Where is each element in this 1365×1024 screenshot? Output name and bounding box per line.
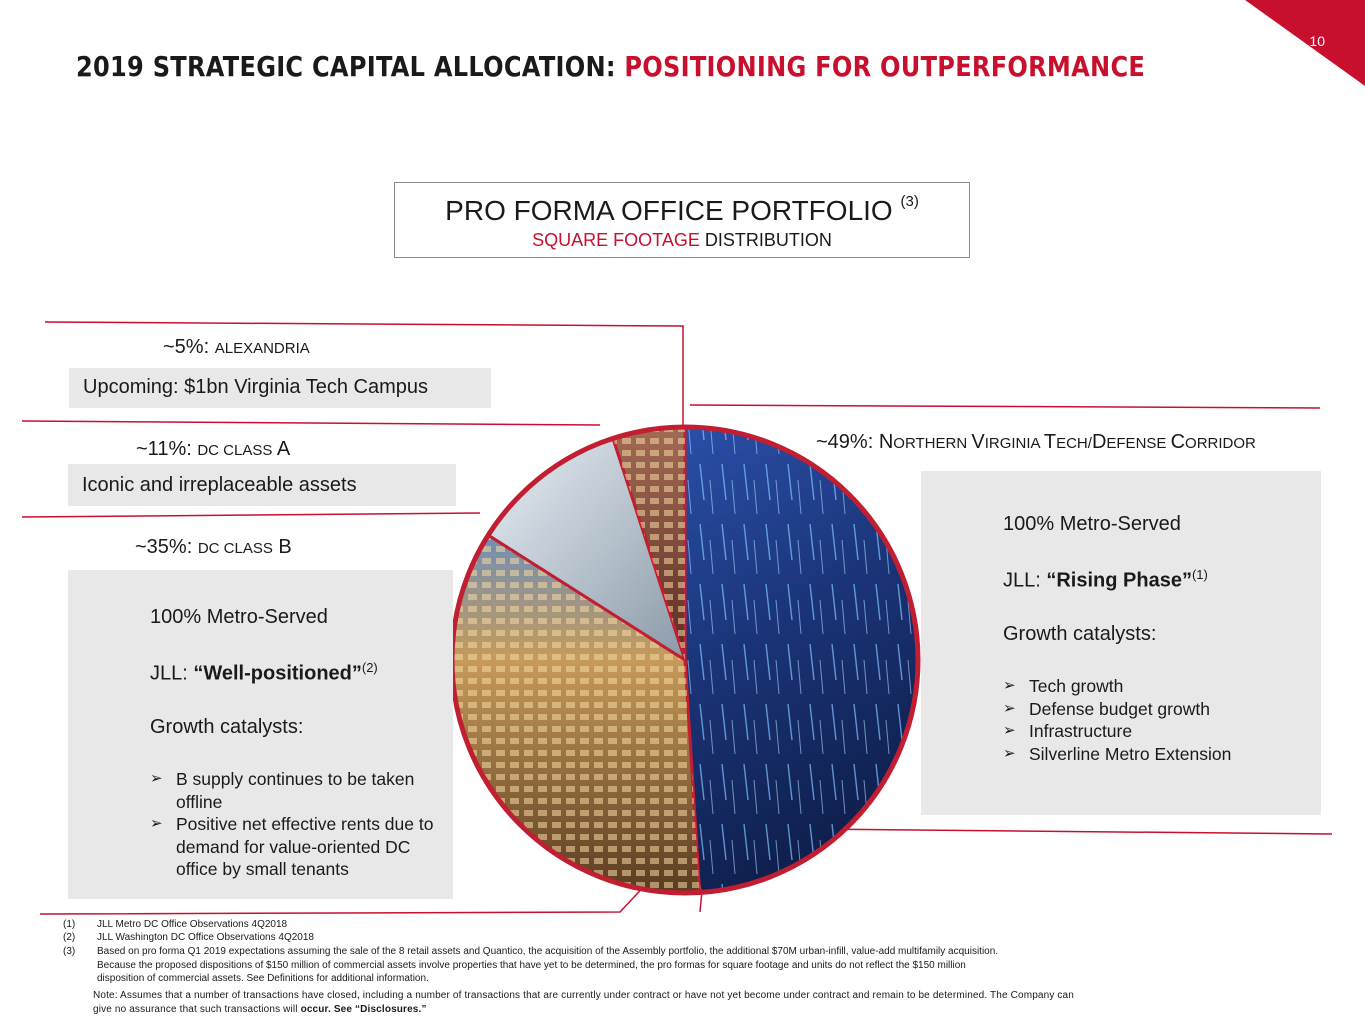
footnote: [63, 919, 287, 930]
dc-b-name-sc: DC CLASS: [197, 540, 273, 557]
dc-b-name-tail: B: [272, 536, 292, 558]
disclaimer-plain: give no assurance that such transactions will: [93, 1004, 301, 1015]
footnote: [63, 973, 429, 984]
footnote: [63, 946, 998, 957]
alexandria-pct: ~5%:: [163, 336, 210, 358]
pie-chart: [452, 400, 932, 900]
list-item: [1003, 675, 1313, 698]
label-alexandria: [163, 336, 310, 359]
dc-b-metro: 100% Metro-Served: [150, 606, 328, 628]
chart-title-text: PRO FORMA OFFICE PORTFOLIO: [445, 195, 893, 226]
disclaimer-bold: occur. See “Disclosures.”: [300, 1004, 427, 1015]
bullet-text: Infrastructure: [1029, 721, 1133, 742]
disclaimer-line-1: Note: Assumes that a number of transactions have closed, including a number of transactions that are currently under contract or have not yet become under contract and remain to be determined. The Company can: [93, 990, 1074, 1001]
footnote-text: disposition of commercial assets. See Definitions for additional information.: [97, 973, 429, 984]
connector-dc-b: [22, 513, 480, 517]
nova-name-sc: ORRIDOR: [1185, 435, 1256, 452]
nova-name-cap: C: [1170, 431, 1186, 453]
chart-subtitle-accent: SQUARE FOOTAGE: [532, 230, 700, 250]
title-main: 2019 STRATEGIC CAPITAL ALLOCATION:: [76, 50, 625, 83]
nova-panel: [921, 471, 1321, 815]
nova-catalysts: Growth catalysts:: [1003, 623, 1157, 645]
arrow-bullet-icon: ➢: [150, 770, 163, 787]
list-item: [1003, 743, 1313, 766]
list-item: [150, 813, 440, 881]
arrow-bullet-icon: ➢: [1003, 677, 1016, 694]
dc-b-jll-prefix: JLL:: [150, 662, 194, 685]
footnote-text: Based on pro forma Q1 2019 expectations assuming the sale of the 8 retail assets and Quantico, the acquisition of the Assembly portfolio, the additional $70M urban-infill, value-add multifamily acquisition.: [97, 946, 999, 957]
dc-a-name-sc: DC CLASS: [197, 442, 273, 459]
dc-b-jll-sup: (2): [361, 660, 378, 675]
list-item: [150, 768, 440, 813]
footnote-text: Because the proposed dispositions of $150 million of commercial assets involve properties that have yet to be determined, the pro formas for square footage and units do not reflect the $150 million: [97, 960, 966, 971]
nova-name-cap: T: [1043, 431, 1057, 453]
arrow-bullet-icon: ➢: [1003, 744, 1016, 762]
nova-jll-value: “Rising Phase”: [1046, 569, 1192, 592]
footnote: [63, 960, 966, 971]
nova-jll-prefix: JLL:: [1003, 569, 1047, 592]
dc-b-panel: [68, 570, 453, 899]
slice-northern-virginia-texture: [685, 427, 917, 893]
nova-pct: ~49%:: [816, 431, 874, 453]
dc-a-note: Iconic and irreplaceable assets: [68, 464, 456, 506]
arrow-bullet-icon: ➢: [1003, 699, 1016, 717]
dc-a-pct: ~11%:: [136, 438, 192, 460]
dc-b-catalysts: Growth catalysts:: [150, 716, 304, 738]
chart-subtitle-rest: DISTRIBUTION: [699, 230, 832, 250]
disclaimer-line-2: [93, 1004, 427, 1015]
alexandria-note: Upcoming: $1bn Virginia Tech Campus: [69, 368, 491, 408]
title-accent: POSITIONING FOR OUTPERFORMANCE: [624, 50, 1146, 83]
label-nova: [816, 431, 1256, 454]
footnote-text: JLL Metro DC Office Observations 4Q2018: [97, 919, 288, 930]
dc-b-jll-value: “Well-positioned”: [193, 662, 362, 685]
nova-jll-sup: (1): [1191, 567, 1208, 582]
nova-name-sc: IRGINIA: [984, 435, 1044, 452]
nova-name-cap: V: [971, 431, 985, 453]
bullet-text: Silverline Metro Extension: [1029, 743, 1232, 764]
chart-title-sup: (3): [900, 193, 919, 210]
nova-name-sc: ECH/: [1056, 435, 1092, 452]
footnote-num: (2): [63, 932, 76, 943]
bullet-text: Tech growth: [1029, 676, 1124, 696]
dc-b-pct: ~35%:: [135, 536, 193, 558]
nova-bullets: [1003, 675, 1313, 765]
label-dc-a: [136, 438, 290, 461]
label-dc-b: [135, 536, 292, 559]
nova-name-cap: D: [1091, 431, 1107, 453]
list-item: [1003, 720, 1313, 743]
list-item: [1003, 698, 1313, 721]
arrow-bullet-icon: ➢: [150, 815, 163, 833]
dc-b-bullets: [150, 768, 440, 881]
footnote-num: (3): [63, 946, 76, 957]
footnote: [63, 932, 314, 943]
dc-b-jll: [150, 660, 378, 686]
arrow-bullet-icon: ➢: [1003, 722, 1016, 740]
bullet-text: Defense budget growth: [1029, 698, 1210, 719]
page-number: 10: [1309, 33, 1325, 49]
nova-jll: [1003, 567, 1208, 593]
dc-a-name-tail: A: [272, 438, 291, 460]
nova-name-sc: EFENSE: [1106, 435, 1171, 452]
bullet-text: Positive net effective rents due to demand for value-oriented DC office by small tenants: [176, 814, 434, 880]
nova-name-sc: ORTHERN: [893, 435, 972, 452]
alexandria-name: ALEXANDRIA: [214, 340, 310, 357]
nova-name-cap: N: [878, 431, 894, 453]
bullet-text: B supply continues to be taken offline: [176, 769, 415, 812]
nova-name: [879, 431, 1256, 453]
footnote-text: JLL Washington DC Office Observations 4Q2018: [97, 932, 314, 943]
footnote-num: (1): [63, 919, 76, 930]
nova-metro: 100% Metro-Served: [1003, 513, 1181, 535]
